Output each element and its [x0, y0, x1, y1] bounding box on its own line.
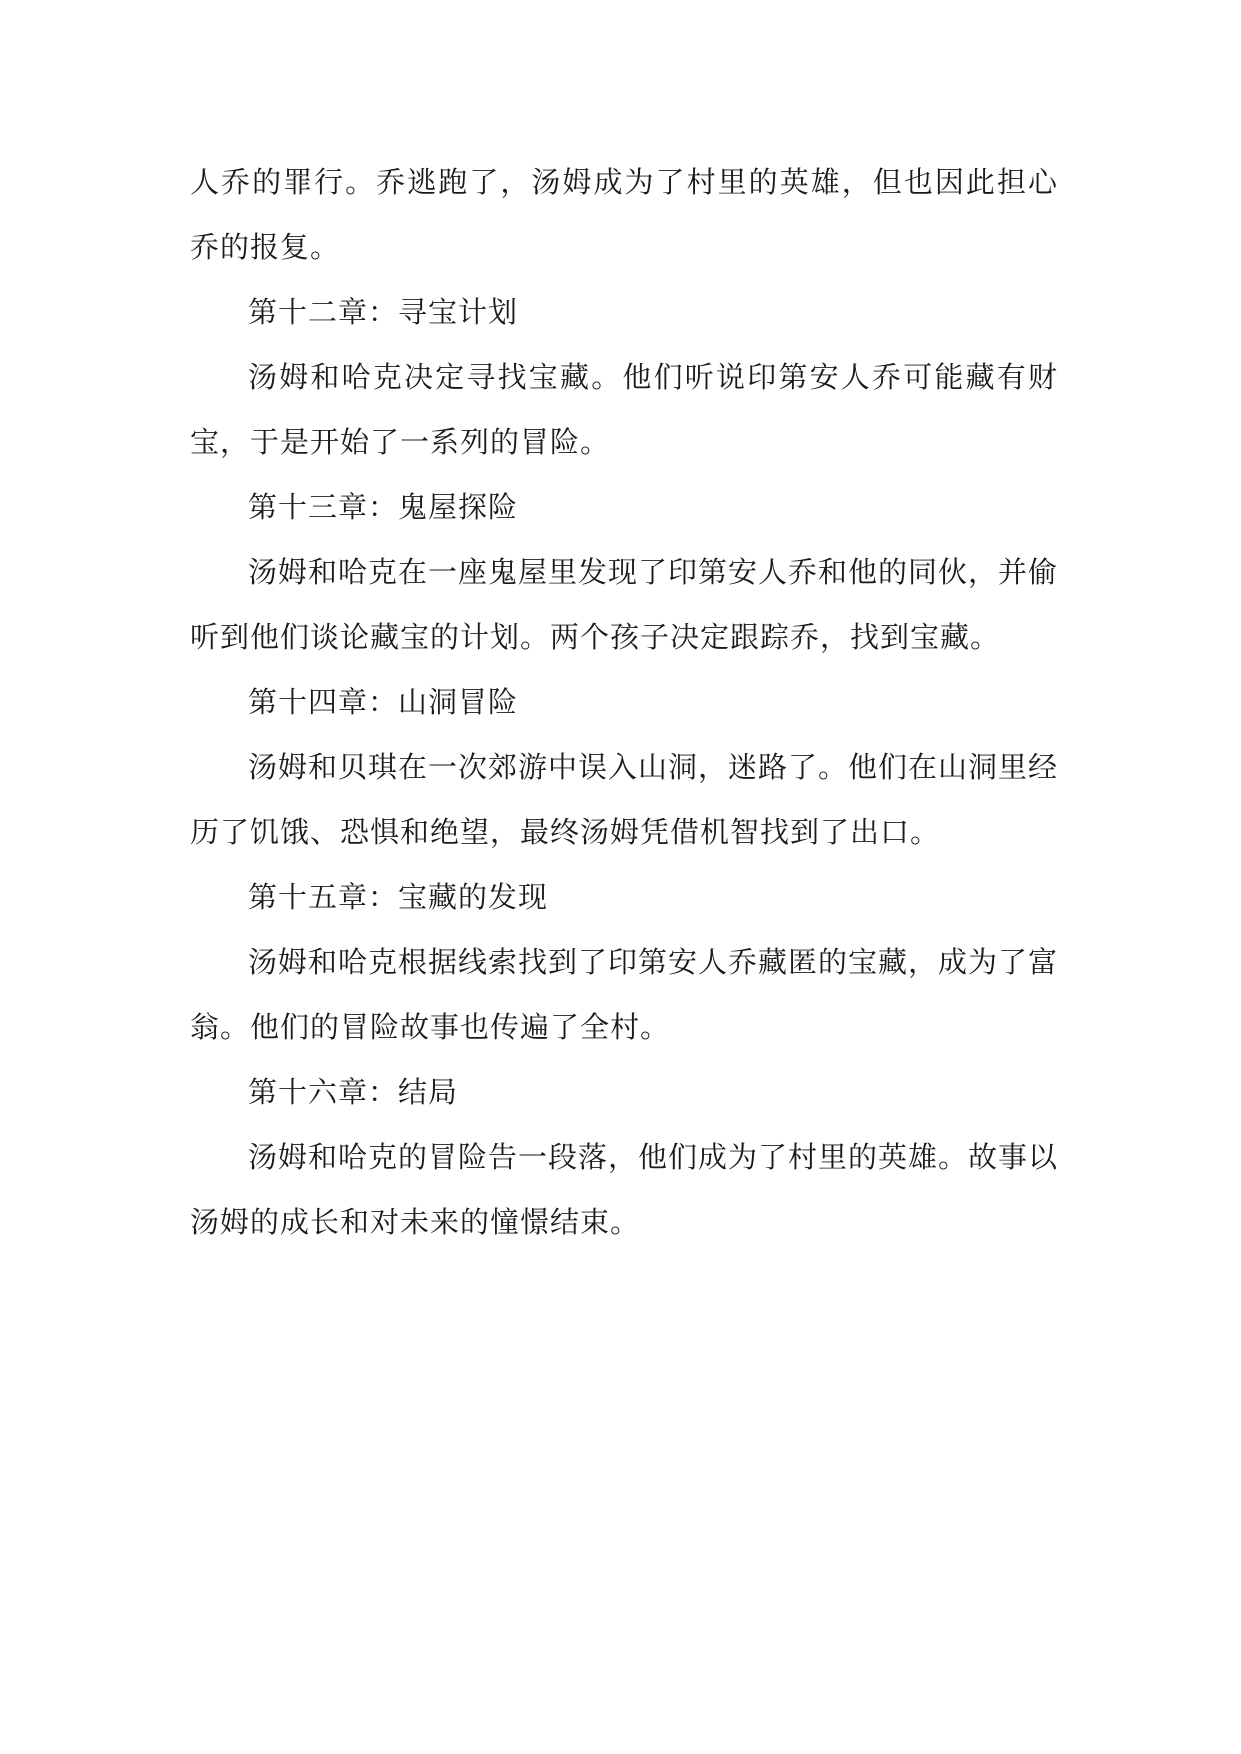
- paragraph-chapter-13: 汤姆和哈克在一座鬼屋里发现了印第安人乔和他的同伙，并偷听到他们谈论藏宝的计划。两个孩子决定跟踪乔，找到宝藏。: [190, 555, 1059, 654]
- document-body: [190, 150, 1058, 1255]
- paragraph-chapter-14: 汤姆和贝琪在一次郊游中误入山洞，迷路了。他们在山洞里经历了饥饿、恐惧和绝望，最终汤姆凭借机智找到了出口。: [190, 750, 1059, 849]
- paragraph-continued: 人乔的罪行。乔逃跑了，汤姆成为了村里的英雄，但也因此担心乔的报复。: [190, 165, 1058, 264]
- paragraph-chapter-16: 汤姆和哈克的冒险告一段落，他们成为了村里的英雄。故事以汤姆的成长和对未来的憧憬结束。: [190, 1140, 1059, 1239]
- chapter-heading-13: 第十三章：鬼屋探险: [248, 490, 519, 524]
- chapter-heading-14: 第十四章：山洞冒险: [248, 685, 519, 719]
- chapter-heading-16: 第十六章：结局: [248, 1075, 459, 1109]
- paragraph-chapter-15: 汤姆和哈克根据线索找到了印第安人乔藏匿的宝藏，成为了富翁。他们的冒险故事也传遍了全村。: [190, 945, 1059, 1044]
- chapter-heading-15: 第十五章：宝藏的发现: [248, 880, 549, 914]
- paragraph-chapter-12: 汤姆和哈克决定寻找宝藏。他们听说印第安人乔可能藏有财宝，于是开始了一系列的冒险。: [190, 360, 1058, 459]
- chapter-heading-12: 第十二章：寻宝计划: [248, 295, 519, 329]
